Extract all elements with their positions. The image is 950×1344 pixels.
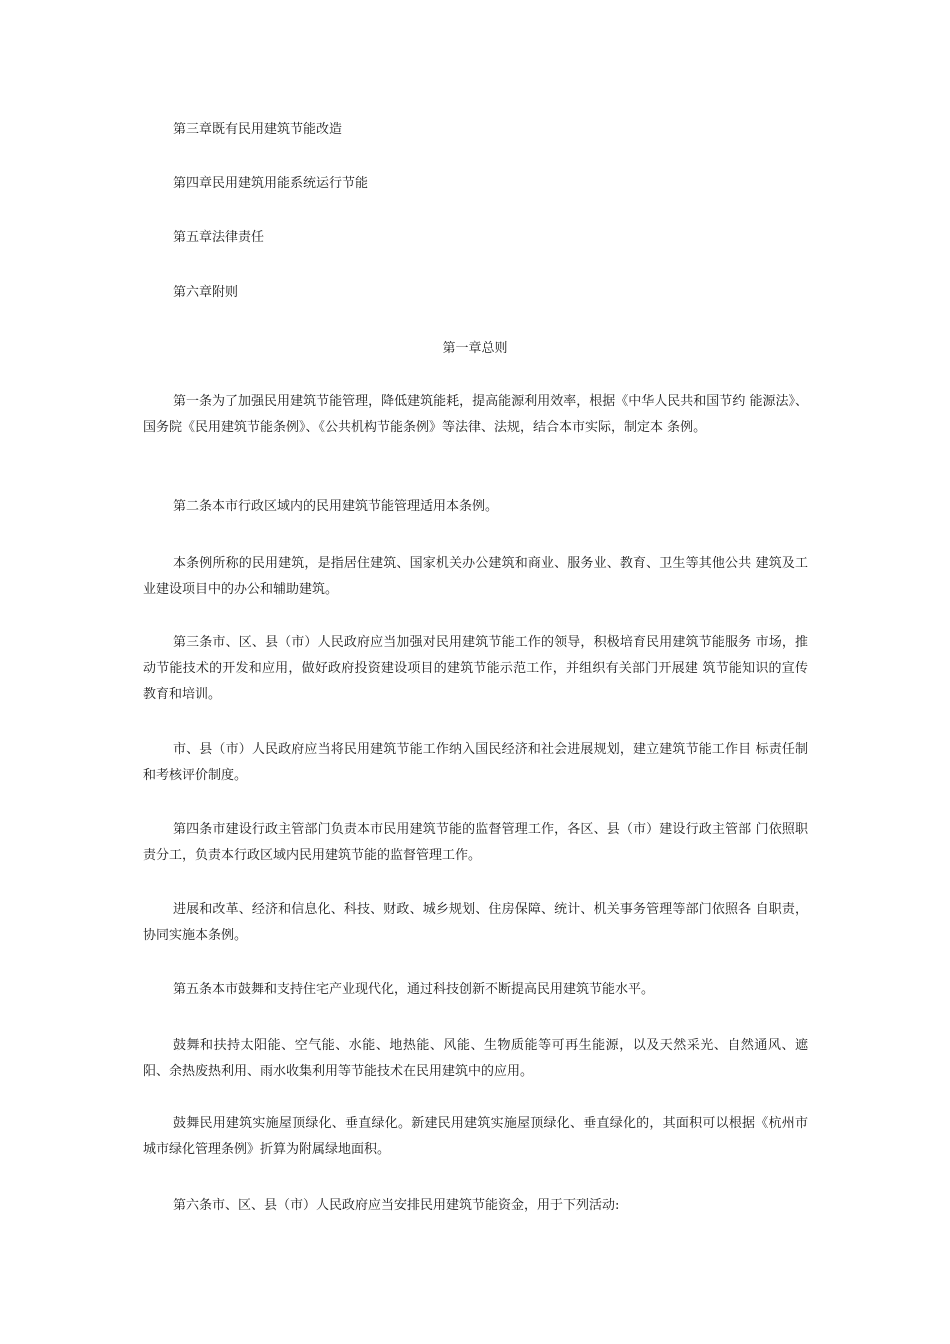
article-6-paragraph: 第六条市、区、县（市）人民政府应当安排民用建筑节能资金，用于下列活动: <box>173 1198 620 1213</box>
article-5-paragraph: 第五条本市鼓舞和支持住宅产业现代化，通过科技创新不断提高民用建筑节能水平。 <box>173 982 655 997</box>
article-1-paragraph: 第一条为了加强民用建筑节能管理，降低建筑能耗，提高能源利用效率，根据《中华人民共和国节约 能源法》、国务院《民用建筑节能条例》、《公共机构节能条例》等法律、法规，结合本市实际，制定本 条例。 <box>143 394 808 435</box>
toc-item-chapter-4: 第四章民用建筑用能系统运行节能 <box>173 176 369 191</box>
article-3-second-paragraph: 市、县（市）人民政府应当将民用建筑节能工作纳入国民经济和社会进展规划，建立建筑节能工作目 标责任制和考核评价制度。 <box>143 742 808 783</box>
article-4-paragraph: 第四条市建设行政主管部门负责本市民用建筑节能的监督管理工作，各区、县（市）建设行政主管部 门依照职责分工，负责本行政区域内民用建筑节能的监督管理工作。 <box>143 822 808 863</box>
toc-item-chapter-3: 第三章既有民用建筑节能改造 <box>173 122 343 137</box>
article-4-second-paragraph: 进展和改革、经济和信息化、科技、财政、城乡规划、住房保障、统计、机关事务管理等部门依照各 自职责，协同实施本条例。 <box>143 902 808 943</box>
article-2-definition-paragraph: 本条例所称的民用建筑，是指居住建筑、国家机关办公建筑和商业、服务业、教育、卫生等其他公共 建筑及工业建设项目中的办公和辅助建筑。 <box>143 556 808 597</box>
article-3-paragraph: 第三条市、区、县（市）人民政府应当加强对民用建筑节能工作的领导，积极培育民用建筑节能服务 市场，推动节能技术的开发和应用，做好政府投资建设项目的建筑节能示范工作，并组织有关部门开展建 筑节能知识的宣传教育和培训。 <box>143 635 808 702</box>
article-5-second-paragraph: 鼓舞和扶持太阳能、空气能、水能、地热能、风能、生物质能等可再生能源，以及天然采光、自然通风、遮阳、余热废热利用、雨水收集利用等节能技术在民用建筑中的应用。 <box>143 1038 808 1079</box>
toc-item-chapter-6: 第六章附则 <box>173 285 239 300</box>
article-2-paragraph: 第二条本市行政区域内的民用建筑节能管理适用本条例。 <box>173 499 499 514</box>
chapter-heading: 第一章总则 <box>442 341 508 356</box>
article-5-third-paragraph: 鼓舞民用建筑实施屋顶绿化、垂直绿化。新建民用建筑实施屋顶绿化、垂直绿化的，其面积可以根据《杭州市城市绿化管理条例》折算为附属绿地面积。 <box>143 1116 808 1157</box>
toc-item-chapter-5: 第五章法律责任 <box>173 230 265 245</box>
